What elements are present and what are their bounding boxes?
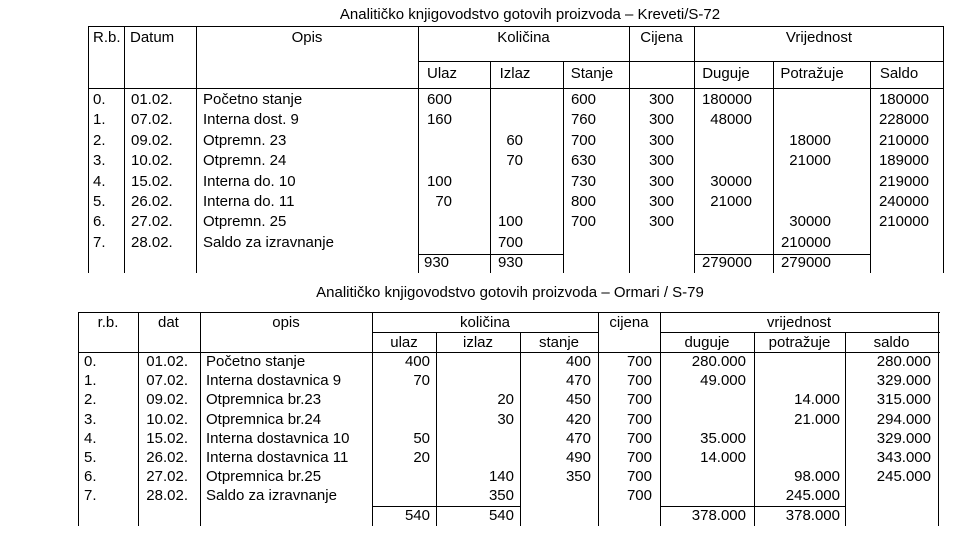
- table2-cell-saldo: 315.000: [876, 391, 931, 409]
- table1-cell-cijena: 300: [648, 111, 674, 129]
- table2-col-rb: [84, 352, 97, 506]
- table1-header-cijena: Cijena: [640, 29, 683, 46]
- table2-cell-stanje: 470: [565, 429, 591, 447]
- table1-header-izlaz: Izlaz: [499, 65, 531, 82]
- table2-cell-ulaz: [372, 390, 430, 409]
- table1-cell-duguje: [694, 151, 752, 171]
- table2-cell-duguje: [660, 486, 746, 505]
- table1-subheader-line: [418, 61, 944, 62]
- table1-cell-izlaz: [490, 172, 523, 192]
- table1-col-cijena: [629, 90, 674, 233]
- table2-cell-saldo: 329.000: [876, 372, 931, 390]
- table2-cell-rb: 5.: [84, 448, 97, 466]
- table1-cell-izlaz: [490, 90, 523, 110]
- table1-cell-izlaz: [490, 110, 523, 130]
- table1-cell-duguje: [694, 212, 752, 232]
- table1-cell-stanje: 730: [570, 172, 596, 190]
- table2-top-border: [78, 312, 940, 313]
- table2-cell-dat: 28.02.: [146, 487, 188, 505]
- table1-cell-saldo: 189000: [878, 152, 929, 170]
- table1-cell-stanje: 700: [570, 213, 596, 231]
- table1-cell-stanje: 600: [570, 91, 596, 108]
- table2-cell-dat: 01.02.: [146, 353, 188, 370]
- table2-cell-izlaz: [436, 448, 514, 467]
- table1-cell-cijena: 300: [648, 131, 674, 149]
- table2-cell-izlaz: [436, 371, 514, 390]
- table2-cell-dat: 27.02.: [146, 468, 188, 486]
- table1-cell-opis: Interna dost. 9: [203, 111, 299, 129]
- table1-cell-duguje: 30000: [710, 172, 752, 190]
- table1-cell-ulaz: [418, 131, 452, 151]
- table1-header-saldo: Saldo: [879, 65, 919, 82]
- table2-header-rb: r.b.: [97, 314, 119, 331]
- table1-top-border: [88, 26, 944, 27]
- table2-cell-opis: Otpremnica br.23: [206, 391, 322, 409]
- table2-cell-stanje: 420: [565, 410, 591, 428]
- table2-cell-rb: 0.: [84, 353, 97, 370]
- table2-col-duguje: [660, 352, 746, 525]
- table1-header-vrijednost: Vrijednost: [785, 29, 853, 46]
- table1-vline: [88, 89, 89, 273]
- table1-header-duguje: Duguje: [702, 65, 750, 82]
- table2-header-izlaz: izlaz: [462, 334, 493, 351]
- table2-cell-opis: Interna dostavnica 11: [206, 448, 349, 466]
- table1-header-stanje: Stanje: [570, 65, 614, 82]
- table2-cell-ulaz: 70: [413, 372, 430, 390]
- table2-cell-rb: 3.: [84, 410, 97, 428]
- table2-header-kolicina: količina: [459, 314, 511, 331]
- table1-cell-opis: Saldo za izravnanje: [203, 233, 334, 251]
- table2-cell-saldo: 343.000: [876, 448, 931, 466]
- table1-cell-cijena: 300: [648, 152, 674, 170]
- table1-cell-potrazuje: 210000: [780, 233, 831, 251]
- table2-cell-cijena: 700: [626, 487, 652, 505]
- table1-cell-saldo: 180000: [878, 91, 929, 108]
- table2-cell-rb: 2.: [84, 391, 97, 409]
- table1-col-potrazuje: [773, 90, 831, 274]
- table2-cell-ulaz: 50: [413, 429, 430, 447]
- table2-cell-izlaz: 140: [488, 468, 514, 486]
- table2-cell-izlaz: 350: [488, 487, 514, 505]
- table2-col-cijena: [598, 352, 652, 506]
- table1-header-opis: Opis: [291, 29, 323, 46]
- table1-cell-duguje: [694, 131, 752, 151]
- table2-cell-izlaz: 30: [497, 410, 514, 428]
- table2-cell-cijena: 700: [626, 448, 652, 466]
- table1-cell-datum: 27.02.: [131, 213, 173, 231]
- table2-cell-opis: Interna dostavnica 9: [206, 372, 342, 390]
- table2-header-opis: opis: [272, 314, 300, 331]
- table1-col-saldo: [870, 90, 929, 233]
- table1-col-izlaz: [490, 90, 523, 274]
- table1-cell-stanje: 700: [570, 131, 596, 149]
- table2-cell-cijena: 700: [626, 372, 652, 390]
- table1-total-ulaz: 930: [424, 254, 450, 272]
- table1-vline: [196, 26, 197, 273]
- table2-vline: [200, 312, 201, 526]
- table2-cell-opis: Početno stanje: [206, 353, 306, 370]
- table2-vline: [938, 312, 939, 526]
- table2-cell-potrazuje: [754, 448, 840, 467]
- table2-header-dat: dat: [158, 314, 179, 331]
- table1-col-ulaz: [418, 90, 452, 274]
- table1-cell-cijena: 300: [648, 172, 674, 190]
- table2-cell-potrazuje: 21.000: [794, 410, 840, 428]
- table2-cell-dat: 09.02.: [146, 391, 188, 409]
- table1-cell-saldo: 228000: [878, 111, 929, 129]
- table1-cell-datum: 26.02.: [131, 192, 173, 210]
- table1-cell-opis: Početno stanje: [203, 91, 303, 108]
- table2-cell-potrazuje: 245.000: [785, 487, 840, 505]
- table1-cell-izlaz: 70: [506, 152, 523, 170]
- table1-cell-opis: Interna do. 11: [203, 192, 295, 210]
- table2-header-cijena: cijena: [609, 314, 649, 331]
- table2-cell-potrazuje: 98.000: [794, 468, 840, 486]
- table1-cell-potrazuje: 21000: [789, 152, 831, 170]
- table1-cell-opis: Otpremn. 25: [203, 213, 287, 231]
- table1-cell-rb: 7.: [93, 233, 106, 251]
- table2-col-ulaz: [372, 352, 430, 525]
- table2-col-saldo: [845, 352, 931, 486]
- table1-vline: [943, 26, 944, 273]
- table1-cell-cijena: 300: [648, 213, 674, 231]
- table2-cell-ulaz: 20: [413, 448, 430, 466]
- table1-cell-izlaz: [490, 192, 523, 212]
- table1-cell-stanje: 630: [570, 152, 596, 170]
- table2-cell-izlaz: [436, 429, 514, 448]
- table1-cell-stanje: 760: [570, 111, 596, 129]
- table1-col-rb: [93, 90, 106, 253]
- table1-col-opis: [203, 90, 334, 253]
- table2-cell-ulaz: [372, 467, 430, 486]
- table1-title: Analitičko knjigovodstvo gotovih proizvoda – Kreveti/S-72: [339, 6, 721, 23]
- table1-header-ulaz: Ulaz: [426, 65, 457, 82]
- table2-cell-opis: Otpremnica br.25: [206, 468, 322, 486]
- table2-cell-rb: 7.: [84, 487, 97, 505]
- table1-vline: [124, 26, 125, 273]
- table1-cell-duguje: 48000: [710, 111, 752, 129]
- table2-cell-stanje: 400: [565, 353, 591, 370]
- table2-cell-duguje: [660, 410, 746, 429]
- table1-cell-duguje: [694, 233, 752, 253]
- table1-cell-rb: 6.: [93, 213, 106, 231]
- table2-total-potrazuje: 378.000: [785, 506, 840, 524]
- table2-cell-potrazuje: [754, 371, 840, 390]
- table2-cell-saldo: 245.000: [876, 468, 931, 486]
- table1-cell-potrazuje: 30000: [789, 213, 831, 231]
- table2-col-opis: [206, 352, 349, 506]
- table1-total-potrazuje: 279000: [780, 254, 831, 272]
- table2-cell-cijena: 700: [626, 410, 652, 428]
- table2-cell-ulaz: [372, 410, 430, 429]
- table1-cell-datum: 07.02.: [131, 111, 173, 129]
- table1-cell-izlaz: 100: [497, 213, 523, 231]
- table2-cell-saldo: 294.000: [876, 410, 931, 428]
- table2-header-saldo: saldo: [873, 334, 910, 351]
- table1-cell-ulaz: [418, 151, 452, 171]
- table2-cell-ulaz: 400: [404, 353, 430, 370]
- table2-cell-ulaz: [372, 486, 430, 505]
- table1-total-duguje: 279000: [701, 254, 752, 272]
- table2-cell-izlaz: 20: [497, 391, 514, 409]
- table2-cell-potrazuje: [754, 352, 840, 371]
- table1-col-stanje: [563, 90, 596, 233]
- table2-cell-cijena: 700: [626, 429, 652, 447]
- table1-cell-ulaz: [418, 212, 452, 232]
- table2-cell-rb: 1.: [84, 372, 97, 390]
- table1-cell-rb: 5.: [93, 192, 106, 210]
- table1-cell-ulaz: 160: [426, 111, 452, 129]
- table1-cell-ulaz: 100: [426, 172, 452, 190]
- table2-cell-duguje: 280.000: [691, 353, 746, 370]
- table1-cell-potrazuje: [773, 172, 831, 192]
- table2-subheader-line: [660, 332, 940, 333]
- table2-cell-dat: 26.02.: [146, 448, 188, 466]
- table1-cell-ulaz: [418, 233, 452, 253]
- table2-cell-saldo: 329.000: [876, 429, 931, 447]
- table2-col-potrazuje: [754, 352, 840, 525]
- table1-cell-cijena: 300: [648, 192, 674, 210]
- table1-cell-rb: 2.: [93, 131, 106, 149]
- table2-header-ulaz: ulaz: [390, 334, 418, 351]
- table1-cell-saldo: 240000: [878, 192, 929, 210]
- table1-cell-ulaz: 70: [435, 192, 452, 210]
- table2-subheader-line: [372, 332, 598, 333]
- table1-cell-saldo: 210000: [878, 213, 929, 231]
- table2-cell-potrazuje: 14.000: [794, 391, 840, 409]
- table2-cell-saldo: 280.000: [876, 353, 931, 370]
- table2-header-stanje: stanje: [538, 334, 580, 351]
- table2-cell-dat: 07.02.: [146, 372, 188, 390]
- table2-vline: [78, 312, 79, 526]
- table1-header-bottom-line: [88, 88, 944, 89]
- table1-total-izlaz: 930: [497, 254, 523, 272]
- table2-col-dat: [138, 352, 188, 506]
- table2-cell-stanje: 490: [565, 448, 591, 466]
- table1-cell-datum: 15.02.: [131, 172, 173, 190]
- table1-cell-saldo: 219000: [878, 172, 929, 190]
- table2-cell-dat: 15.02.: [146, 429, 188, 447]
- table1-cell-potrazuje: [773, 90, 831, 110]
- table1-cell-potrazuje: [773, 192, 831, 212]
- table1-cell-opis: Otpremn. 23: [203, 131, 287, 149]
- table2-cell-rb: 6.: [84, 468, 97, 486]
- table1-cell-izlaz: 60: [506, 131, 523, 149]
- table2-cell-izlaz: [436, 352, 514, 371]
- table2-title: Analitičko knjigovodstvo gotovih proizvoda – Ormari / S-79: [316, 284, 704, 301]
- table2-cell-duguje: 49.000: [700, 372, 746, 390]
- table2-total-izlaz: 540: [488, 506, 514, 524]
- table2-cell-stanje: 470: [565, 372, 591, 390]
- table1-cell-datum: 28.02.: [131, 233, 173, 251]
- table2-cell-stanje: 450: [565, 391, 591, 409]
- table2-cell-duguje: 35.000: [700, 429, 746, 447]
- table1-cell-rb: 4.: [93, 172, 106, 190]
- table2-total-ulaz: 540: [404, 506, 430, 524]
- table2-header-duguje: duguje: [684, 334, 730, 351]
- table2-col-izlaz: [436, 352, 514, 525]
- table1-cell-opis: Otpremn. 24: [203, 152, 287, 170]
- table2-cell-opis: Saldo za izravnanje: [206, 487, 337, 505]
- table1-cell-rb: 3.: [93, 152, 106, 170]
- table1-cell-saldo: 210000: [878, 131, 929, 149]
- table1-cell-potrazuje: 18000: [789, 131, 831, 149]
- table1-cell-stanje: 800: [570, 192, 596, 210]
- table2-cell-opis: Otpremnica br.24: [206, 410, 322, 428]
- table2-cell-cijena: 700: [626, 353, 652, 370]
- table2-cell-cijena: 700: [626, 391, 652, 409]
- table1-cell-rb: 0.: [93, 91, 106, 108]
- table2-cell-potrazuje: [754, 429, 840, 448]
- table1-header-datum: Datum: [130, 29, 175, 46]
- table1-col-datum: [131, 90, 173, 253]
- table2-cell-cijena: 700: [626, 468, 652, 486]
- table1-cell-datum: 10.02.: [131, 152, 173, 170]
- table1-cell-izlaz: 700: [497, 233, 523, 251]
- table2-header-vrijednost: vrijednost: [766, 314, 832, 331]
- table2-header-potrazuje: potražuje: [768, 334, 831, 351]
- table2-cell-duguje: [660, 467, 746, 486]
- table1-cell-duguje: 21000: [710, 192, 752, 210]
- table1-cell-opis: Interna do. 10: [203, 172, 296, 190]
- table1-header-rb: R.b.: [93, 29, 121, 46]
- table1-header-kolicina: Količina: [497, 29, 550, 46]
- table1-cell-datum: 01.02.: [131, 91, 173, 108]
- table1-cell-potrazuje: [773, 110, 831, 130]
- table1-cell-cijena: 300: [648, 91, 674, 108]
- table1-vline: [88, 26, 89, 88]
- table1-cell-ulaz: 600: [426, 91, 452, 108]
- table2-cell-stanje: 350: [565, 468, 591, 486]
- table2-cell-duguje: [660, 390, 746, 409]
- table1-header-potrazuje: Potražuje: [780, 65, 844, 82]
- table1-cell-datum: 09.02.: [131, 131, 173, 149]
- table2-cell-rb: 4.: [84, 429, 97, 447]
- table1-cell-rb: 1.: [93, 111, 106, 129]
- table1-col-duguje: [694, 90, 752, 274]
- table2-total-duguje: 378.000: [691, 506, 746, 524]
- table2-col-stanje: [520, 352, 591, 486]
- table2-cell-duguje: 14.000: [700, 448, 746, 466]
- table2-cell-dat: 10.02.: [146, 410, 188, 428]
- table2-cell-opis: Interna dostavnica 10: [206, 429, 350, 447]
- table1-cell-duguje: 180000: [701, 91, 752, 108]
